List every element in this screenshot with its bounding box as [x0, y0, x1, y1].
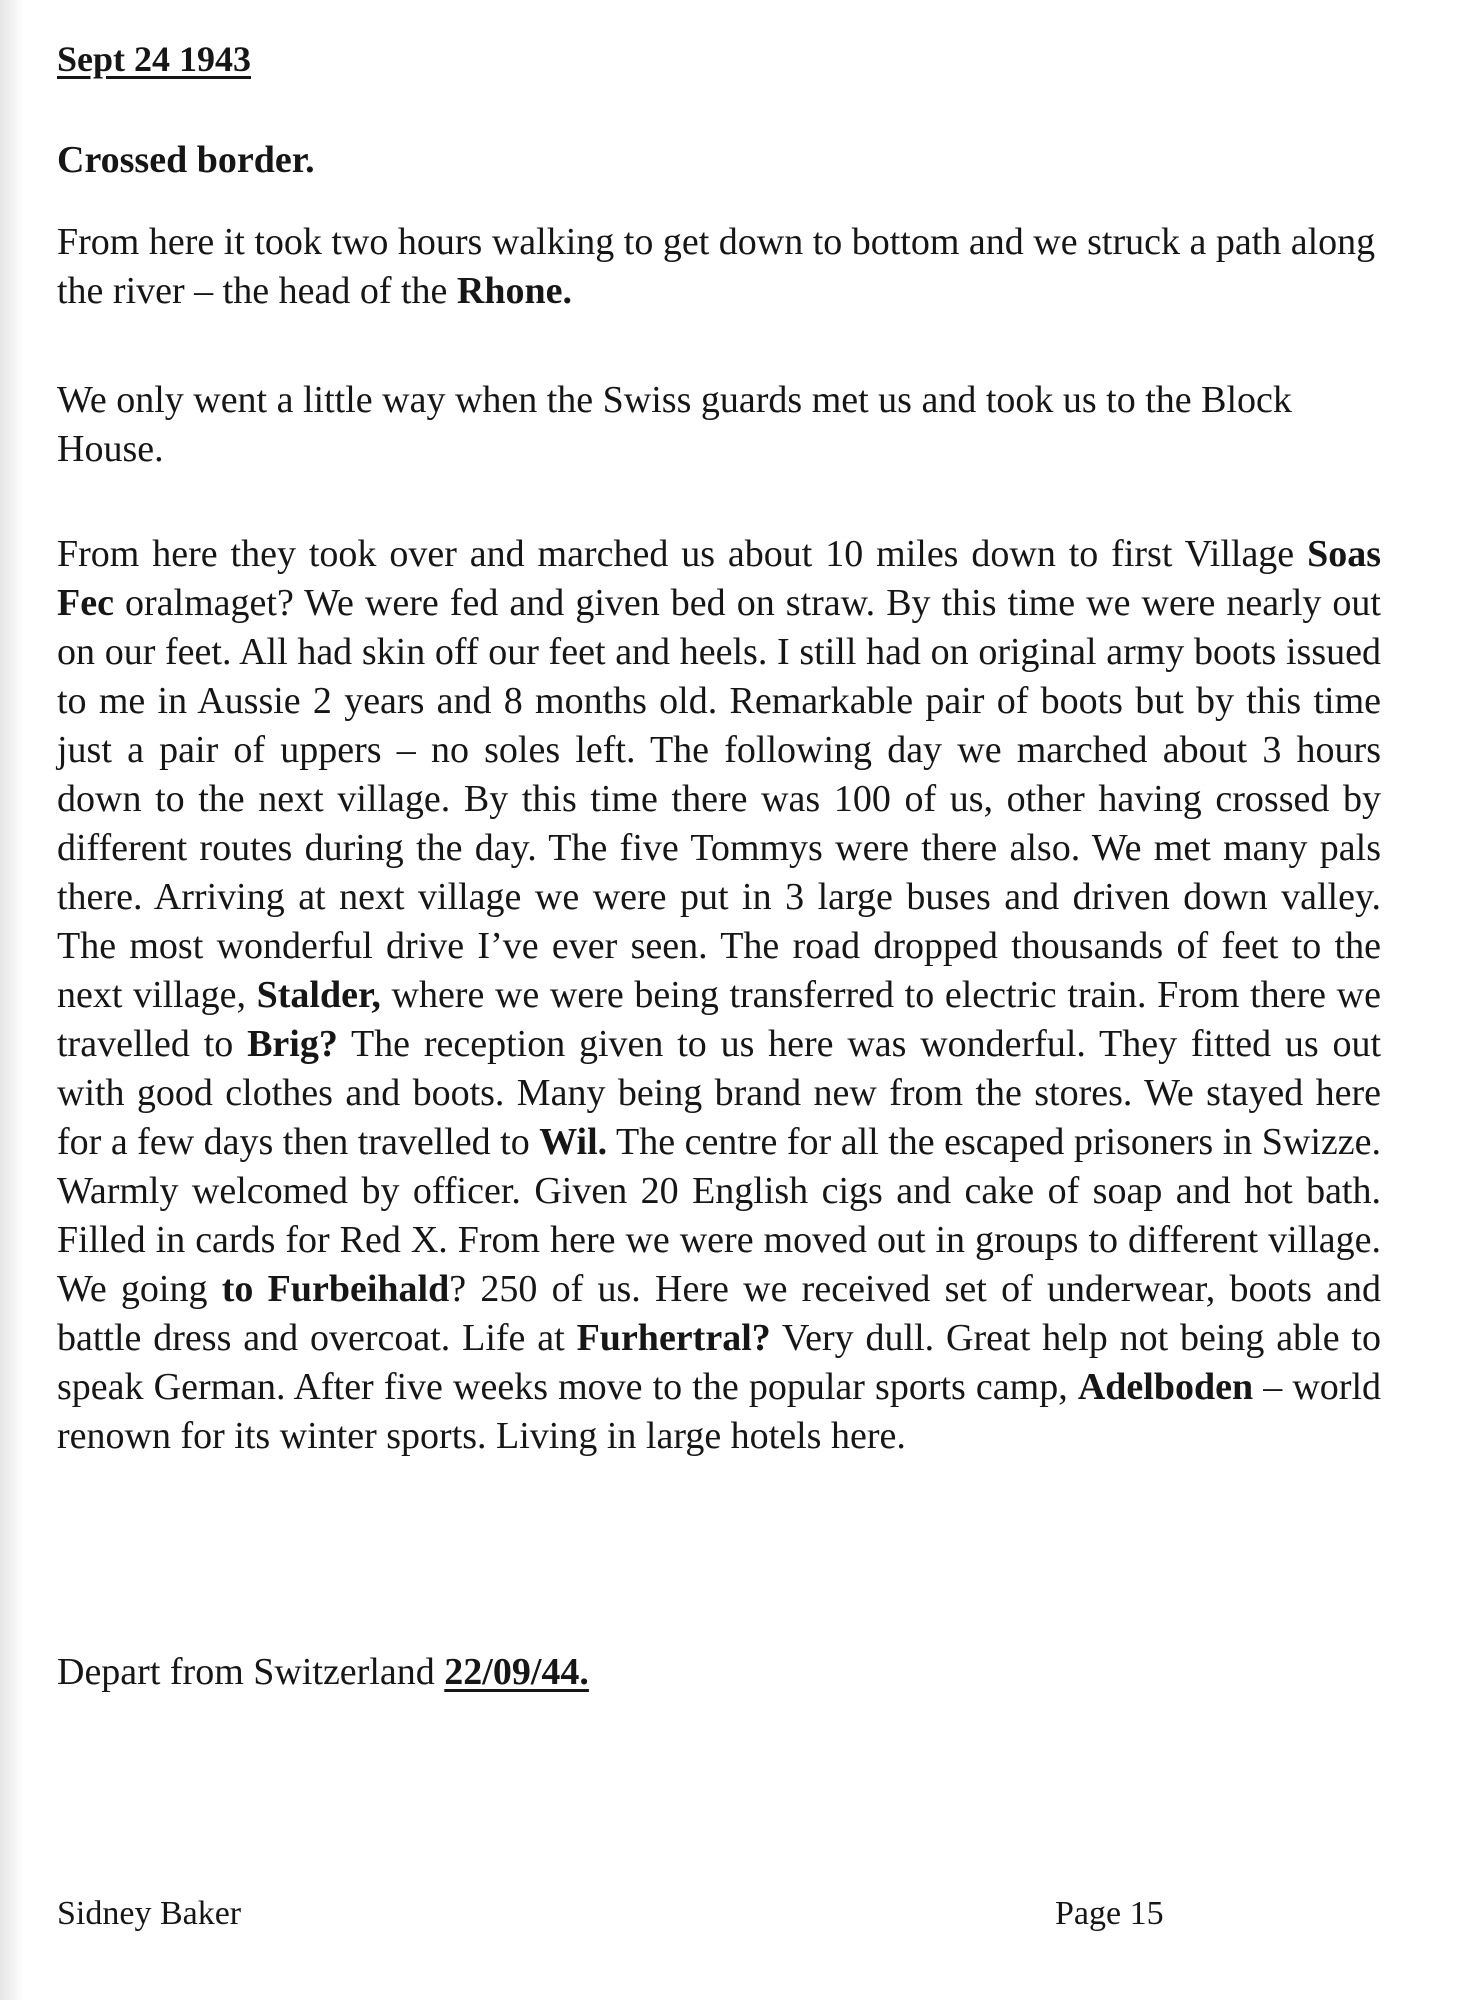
- place-name: Furhertral?: [576, 1317, 771, 1359]
- paragraph-text: – world renown for its winter sports. Living in large hotels here.: [57, 1366, 1382, 1457]
- paragraph-text: The reception given to us here was wonderful. They fitted us out with good clothes and boots. Many being brand new from the stores. We stayed here for a few days then travelled to: [57, 1023, 1381, 1163]
- paragraph-departure: [57, 1648, 1381, 1697]
- place-name: Adelboden: [1077, 1366, 1254, 1408]
- paragraph-text: where we were being transferred to electric train. From there we travelled to: [57, 974, 1381, 1065]
- paragraph-text: oralmaget? We were fed and given bed on straw. By this time we were nearly out on our feet. All had skin off our feet and heels. I still had on original army boots issued to me in Aussie 2 years and 8 months old. Remarkable pair of boots but by this time just a pair of uppers – no soles left. The following day we marched about 3 hours down to the next village. By this time there was 100 of us, other having crossed by different routes during the day. The five Tommys were there also. We met many pals there. Arriving at next village we were put in 3 large buses and driven down valley. The most wonderful drive I’ve ever seen. The road dropped thousands of feet to the next village,: [57, 582, 1381, 1016]
- paragraph-text: From here they took over and marched us about 10 miles down to first Village: [57, 533, 1308, 575]
- place-name: Brig?: [247, 1023, 338, 1065]
- paragraph-text: Very dull. Great help not being able to speak German. After five weeks move to the popular sports camp,: [57, 1317, 1381, 1408]
- entry-event-heading: Crossed border.: [57, 139, 315, 181]
- place-name: Wil.: [539, 1121, 608, 1163]
- departure-date: 22/09/44.: [444, 1651, 589, 1693]
- paragraph-text: Depart from Switzerland: [57, 1651, 445, 1693]
- place-name: Rhone.: [456, 270, 572, 312]
- paragraph-swiss-guards: We only went a little way when the Swiss guards met us and took us to the Block House.: [57, 379, 1292, 470]
- place-name: Soas Fec: [57, 533, 1381, 624]
- paragraph-text: ? 250 of us. Here we received set of underwear, boots and battle dress and overcoat. Life at: [57, 1268, 1382, 1359]
- paragraph-march-switzerland: [57, 530, 1381, 1461]
- footer-author: Sidney Baker: [57, 1895, 242, 1932]
- place-name: Stalder,: [256, 974, 381, 1016]
- paragraph-river-walk: [57, 218, 1381, 316]
- paragraph-text: The centre for all the escaped prisoners in Swizze. Warmly welcomed by officer. Given 20 English cigs and cake of soap and hot bath. Filled in cards for Red X. From here we were moved out in groups to different village. We going: [57, 1121, 1381, 1310]
- footer-page-number: Page 15: [1055, 1895, 1164, 1932]
- place-name: to Furbeihald: [221, 1268, 450, 1310]
- paragraph-text: From here it took two hours walking to get down to bottom and we struck a path along the river – the head of the: [57, 221, 1376, 312]
- entry-date-heading: Sept 24 1943: [57, 39, 252, 79]
